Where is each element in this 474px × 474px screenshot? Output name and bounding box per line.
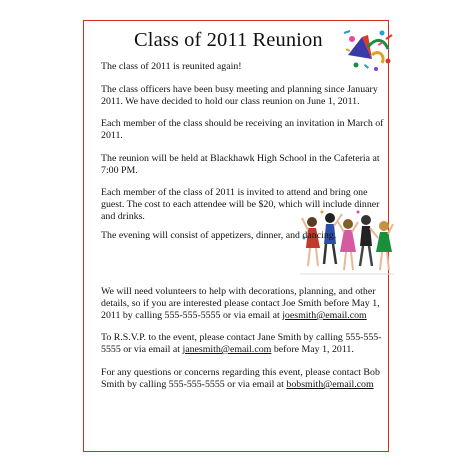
paragraph-rsvp: To R.S.V.P. to the event, please contact Jane Smith by calling 555-555- 5555 or via email at janesmith@email.com before May 1, 2011. (101, 332, 382, 355)
volunteers-text: 2011 by calling 555-555-5555 or via email at (101, 310, 283, 321)
paragraph-invitation: Each member of the class should be receiving an invitation in March of 2011. (101, 118, 384, 141)
questions-text: Smith by calling 555-555-5555 or via email at (101, 379, 287, 390)
paragraph-volunteers: We will need volunteers to help with decorations, planning, and other details, so if you are interested please contact Joe Smith before May 1, 2011 by calling 555-555-5555 or via email at joesmith@email.com (101, 286, 380, 321)
paragraph-questions: For any questions or concerns regarding this event, please contact Bob Smith by calling 555-555-5555 or via email at bobsmith@email.com (101, 367, 380, 390)
paragraph-officers: The class officers have been busy meeting and planning since January 2011. We have decided to hold our class reunion on June 1, 2011. (101, 84, 378, 107)
paragraph-intro: The class of 2011 is reunited again! (101, 61, 242, 72)
janesmith-email-link[interactable]: janesmith@email.com (182, 344, 272, 355)
paragraph-location: The reunion will be held at Blackhawk High School in the Cafeteria at 7:00 PM. (101, 153, 380, 176)
joesmith-email-link[interactable]: joesmith@email.com (282, 310, 367, 321)
paragraph-attend: Each member of the class of 2011 is invited to attend and bring one guest. The cost to each attendee will be $20, which will include dinner and drinks. (101, 187, 380, 222)
rsvp-deadline-text: before May 1, 2011. (271, 344, 354, 355)
paragraph-evening: The evening will consist of appetizers, dinner, and dancing. (101, 230, 337, 241)
document-title: Class of 2011 Reunion (134, 29, 323, 51)
bobsmith-email-link[interactable]: bobsmith@email.com (286, 379, 374, 390)
rsvp-text: 5555 or via email at (101, 344, 183, 355)
